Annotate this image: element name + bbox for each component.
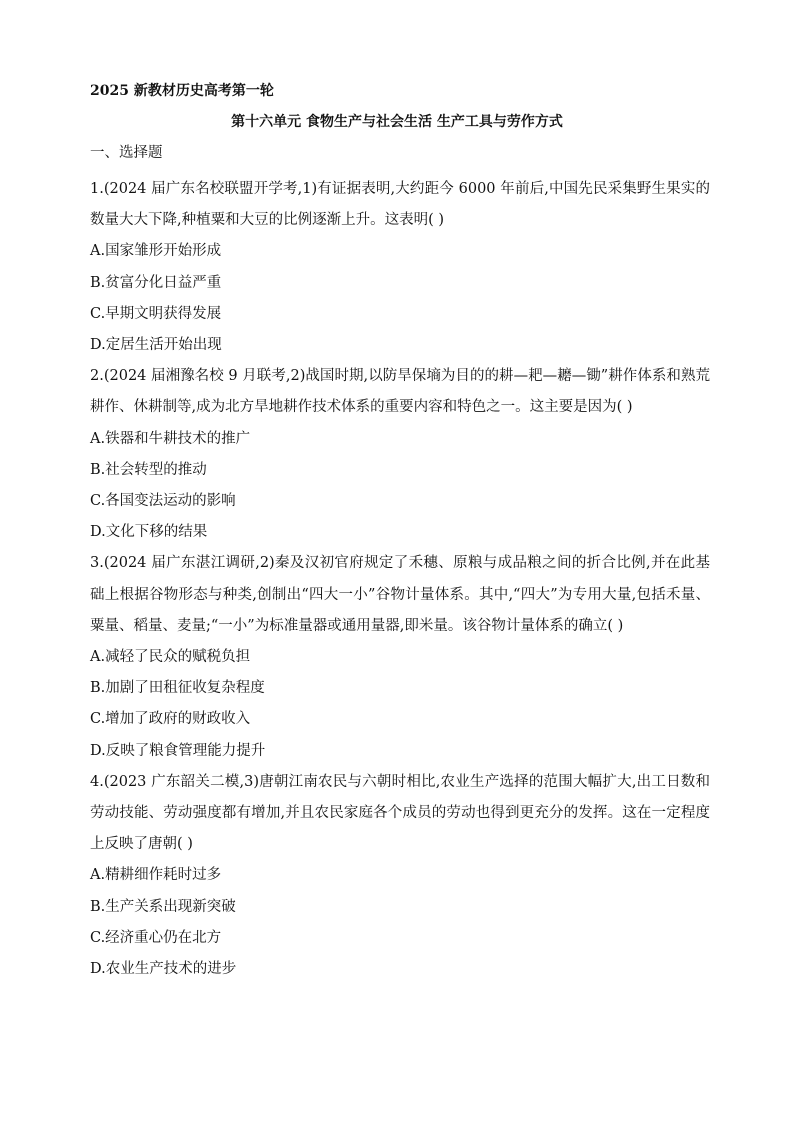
option-c: C.经济重心仍在北方 — [90, 929, 222, 946]
option-d: D.文化下移的结果 — [90, 524, 208, 541]
option-d: D.反映了粮食管理能力提升 — [90, 742, 266, 759]
unit-title: 第十六单元 食物生产与社会生活 生产工具与劳作方式 — [231, 114, 563, 130]
question-4 — [90, 767, 710, 985]
option-a: A.减轻了民众的赋税负担 — [90, 649, 251, 666]
question-stem: 2.(2024 届湘豫名校 9 月联考,2)战国时期,以防旱保墒为目的的耕—耙—耱—锄”耕作体系和熟荒耕作、休耕制等,成为北方旱地耕作技术体系的重要内容和特色之一。这主要是因为( ) — [90, 368, 710, 416]
option-a: A.铁器和牛耕技术的推广 — [90, 430, 251, 447]
question-stem: 4.(2023 广东韶关二模,3)唐朝江南农民与六朝时相比,农业生产选择的范围大幅扩大,出工日数和劳动技能、劳动强度都有增加,并且农民家庭各个成员的劳动也得到更充分的发挥。这在一定程度上反映了唐朝( ) — [90, 773, 710, 853]
question-3 — [90, 548, 710, 766]
option-b: B.生产关系出现新突破 — [90, 898, 236, 915]
option-b: B.社会转型的推动 — [90, 461, 207, 478]
option-c: C.各国变法运动的影响 — [90, 493, 236, 510]
question-1 — [90, 174, 710, 361]
option-b: B.加剧了田租征收复杂程度 — [90, 680, 265, 697]
question-stem: 3.(2024 届广东湛江调研,2)秦及汉初官府规定了禾穗、原粮与成品粮之间的折合比例,并在此基础上根据谷物形态与种类,创制出“四大一小”谷物计量体系。其中,“四大”为专用大量,包括禾量、粟量、稻量、麦量;“一小”为标准量器或通用量器,即米量。该谷物计量体系的确立( ) — [90, 555, 710, 634]
option-a: A.精耕细作耗时过多 — [90, 867, 222, 884]
question-list — [90, 174, 710, 985]
section-title: 一、选择题 — [90, 145, 163, 161]
question-2 — [90, 361, 710, 548]
option-c: C.增加了政府的财政收入 — [90, 711, 251, 728]
document-title: 2025 新教材历史高考第一轮 — [90, 83, 274, 99]
question-stem: 1.(2024 届广东名校联盟开学考,1)有证据表明,大约距今 6000 年前后,中国先民采集野生果实的数量大大下降,种植粟和大豆的比例逐渐上升。这表明( ) — [90, 181, 710, 229]
option-a: A.国家雏形开始形成 — [90, 243, 222, 260]
option-d: D.定居生活开始出现 — [90, 337, 222, 354]
option-d: D.农业生产技术的进步 — [90, 961, 237, 978]
option-c: C.早期文明获得发展 — [90, 305, 222, 322]
option-b: B.贫富分化日益严重 — [90, 274, 222, 291]
